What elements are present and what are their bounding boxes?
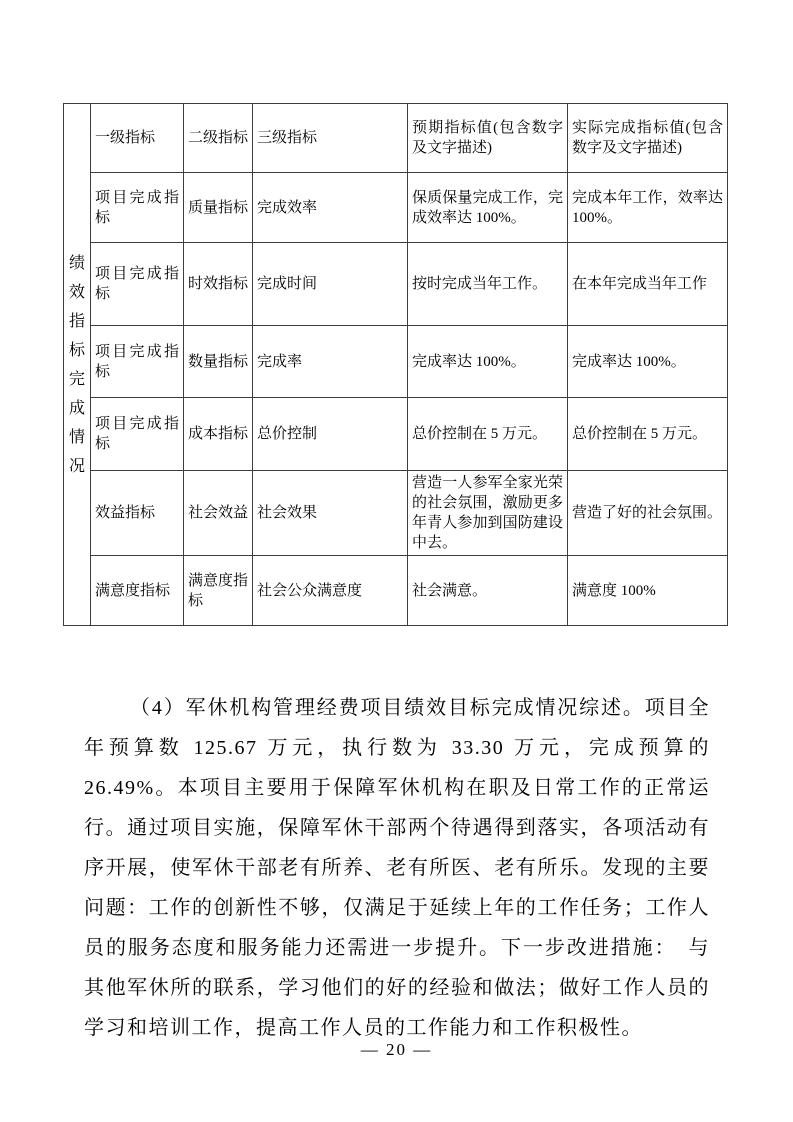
- table-vertical-header-cell: [64, 104, 91, 626]
- cell-level3: 总价控制: [253, 398, 408, 471]
- header-cell-level2: 二级指标: [184, 104, 253, 173]
- table-row: [64, 243, 728, 326]
- cell-level1: 满意度指标: [91, 556, 184, 626]
- cell-level1: 项目完成指标: [91, 326, 184, 398]
- header-cell-expected: 预期指标值(包含数字及文字描述): [408, 104, 568, 173]
- table-row: [64, 471, 728, 556]
- cell-expected: 保质保量完成工作，完成效率达 100%。: [408, 173, 568, 243]
- cell-level1: 效益指标: [91, 471, 184, 556]
- cell-level3: 社会公众满意度: [253, 556, 408, 626]
- cell-level2: 成本指标: [184, 398, 253, 471]
- cell-level1: 项目完成指标: [91, 398, 184, 471]
- cell-level2: 满意度指标: [184, 556, 253, 626]
- cell-expected: 营造一人参军全家光荣的社会氛围，激励更多年青人参加到国防建设中去。: [408, 471, 568, 556]
- cell-expected: 社会满意。: [408, 556, 568, 626]
- cell-actual: 营造了好的社会氛围。: [568, 471, 728, 556]
- cell-expected: 总价控制在 5 万元。: [408, 398, 568, 471]
- table-row: [64, 326, 728, 398]
- header-cell-level3: 三级指标: [253, 104, 408, 173]
- cell-level2: 质量指标: [184, 173, 253, 243]
- cell-level3: 完成时间: [253, 243, 408, 326]
- cell-actual: 完成率达 100%。: [568, 326, 728, 398]
- summary-paragraph: （4）军休机构管理经费项目绩效目标完成情况综述。项目全年预算数 125.67 万元，执行数为 33.30 万元，完成预算的 26.49%。本项目主要用于保障军休机构在职及日常工作的正常运行。通过项目实施，保障军休干部两个待遇得到落实，各项活动有序开展，使军休干部老有所养、老有所医、老有所乐。发现的主要问题：工作的创新性不够，仅满足于延续上年的工作任务；工作人员的服务态度和服务能力还需进一步提升。下一步改进措施： 与其他军休所的联系，学习他们的好的经验和做法；做好工作人员的学习和培训工作，提高工作人员的工作能力和工作积极性。: [84, 697, 710, 1039]
- cell-expected: 完成率达 100%。: [408, 326, 568, 398]
- cell-actual: 总价控制在 5 万元。: [568, 398, 728, 471]
- cell-level2: 社会效益: [184, 471, 253, 556]
- cell-level3: 完成效率: [253, 173, 408, 243]
- cell-level2: 时效指标: [184, 243, 253, 326]
- performance-indicators-table: [63, 103, 728, 626]
- table-row: [64, 556, 728, 626]
- header-cell-actual: 实际完成指标值(包含数字及文字描述): [568, 104, 728, 173]
- cell-level3: 社会效果: [253, 471, 408, 556]
- page-number: — 20 —: [360, 1040, 433, 1059]
- table-header-row: [64, 104, 728, 173]
- header-cell-level1: 一级指标: [91, 104, 184, 173]
- cell-actual: 在本年完成当年工作: [568, 243, 728, 326]
- vertical-header-text: 绩效指标完成情况: [68, 254, 85, 475]
- table-row: [64, 398, 728, 471]
- cell-level3: 完成率: [253, 326, 408, 398]
- cell-level2: 数量指标: [184, 326, 253, 398]
- cell-expected: 按时完成当年工作。: [408, 243, 568, 326]
- cell-level1: 项目完成指标: [91, 173, 184, 243]
- cell-actual: 满意度 100%: [568, 556, 728, 626]
- table-row: [64, 173, 728, 243]
- cell-actual: 完成本年工作，效率达 100%。: [568, 173, 728, 243]
- cell-level1: 项目完成指标: [91, 243, 184, 326]
